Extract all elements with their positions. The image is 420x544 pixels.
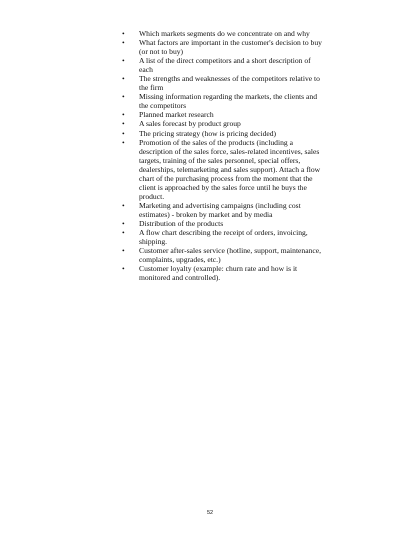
bullet-icon: • — [122, 92, 125, 102]
list-item-text: The strengths and weaknesses of the competitors relative to the firm — [139, 74, 320, 93]
bullet-icon: • — [122, 246, 125, 256]
list-item — [122, 246, 322, 264]
list-item — [122, 38, 322, 56]
bullet-icon: • — [122, 38, 125, 48]
list-item — [122, 219, 322, 228]
list-item-text: What factors are important in the customer's decision to buy (or not to buy) — [139, 38, 322, 57]
list-item-text: Promotion of the sales of the products (including a description of the sales force, sales-related incentives, sales targets, training of the sales personnel, special offers, dealerships, telemarketing and sales support). Attach a flow chart of the purchasing process from the moment that the client is approached by the sales force until he buys the product. — [139, 137, 321, 201]
bullet-icon: • — [122, 56, 125, 66]
list-item — [122, 138, 322, 201]
list-item — [122, 119, 322, 128]
list-item-text: Missing information regarding the markets, the clients and the competitors — [139, 92, 317, 111]
list-item-text: Distribution of the products — [139, 218, 224, 228]
list-item — [122, 264, 322, 282]
bullet-icon: • — [122, 29, 125, 38]
list-item-text: A flow chart describing the receipt of orders, invoicing, shipping. — [139, 228, 308, 247]
list-item-text: Marketing and advertising campaigns (including cost estimates) - broken by market and by media — [139, 200, 301, 219]
bullet-icon: • — [122, 119, 125, 129]
bullet-icon: • — [122, 218, 125, 228]
list-item — [122, 29, 322, 38]
list-item — [122, 74, 322, 92]
bullet-icon: • — [122, 74, 125, 84]
bullet-icon: • — [122, 137, 125, 147]
list-item — [122, 110, 322, 119]
list-item-text: A sales forecast by product group — [139, 119, 241, 129]
bullet-icon: • — [122, 110, 125, 120]
list-item-text: A list of the direct competitors and a short description of each — [139, 56, 311, 75]
list-item — [122, 228, 322, 246]
bullet-icon: • — [122, 200, 125, 210]
list-item-text: Planned market research — [139, 110, 214, 120]
list-item-text: The pricing strategy (how is pricing decided) — [139, 128, 277, 138]
bullet-icon: • — [122, 228, 125, 238]
list-item — [122, 92, 322, 110]
list-item-text: Which markets segments do we concentrate on and why — [139, 29, 310, 38]
list-item-text: Customer after-sales service (hotline, support, maintenance, complaints, upgrades, etc.) — [139, 246, 322, 265]
bullet-list — [122, 29, 322, 282]
list-item-text: Customer loyalty (example: churn rate and how is it monitored and controlled). — [139, 264, 298, 283]
list-item — [122, 201, 322, 219]
list-item — [122, 129, 322, 138]
page-number: 52 — [206, 510, 214, 516]
bullet-icon: • — [122, 128, 125, 138]
list-item — [122, 56, 322, 74]
bullet-icon: • — [122, 264, 125, 274]
